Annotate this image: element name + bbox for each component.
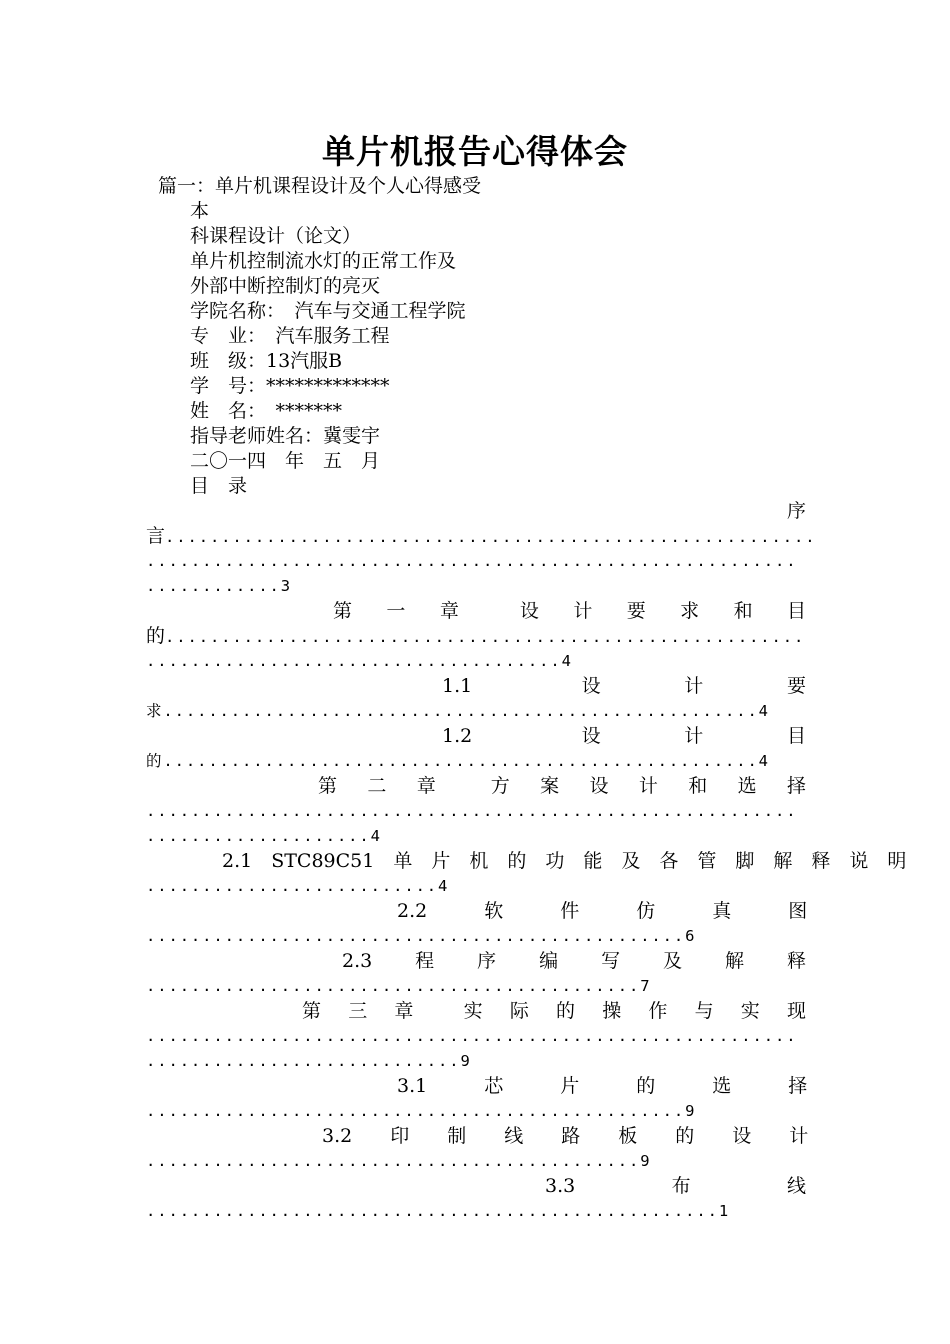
toc-leader-dots: ......................................................... xyxy=(165,628,806,646)
toc-section-title: 1.1 设 计 要 xyxy=(442,675,806,697)
toc-leader-dots: .......................................................... xyxy=(146,1027,798,1045)
toc-section-title: 3.3 布 线 xyxy=(545,1175,806,1197)
toc-entry-line xyxy=(146,624,806,649)
section-heading: 篇一：单片机课程设计及个人心得感受 xyxy=(158,175,482,197)
toc-page-line: ...................................................1 xyxy=(146,1202,731,1220)
toc-lead-char: 的 xyxy=(146,625,166,647)
major: 专 业： 汽车服务工程 xyxy=(190,325,390,347)
toc-section-title: 3.2 印 制 线 路 板 的 设 计 xyxy=(322,1125,809,1147)
toc-lead-char: 言 xyxy=(146,525,166,547)
toc-page-line: ............................................9 xyxy=(146,1152,652,1170)
toc-page-line: 求.....................................................4 xyxy=(146,702,770,720)
toc-entry-line xyxy=(146,524,817,549)
date: 二〇一四 年 五 月 xyxy=(190,450,381,472)
advisor: 指导老师姓名：冀雯宇 xyxy=(190,425,381,447)
toc-leader-dots: .......................................................... xyxy=(146,802,798,820)
toc-section-title: 3.1 芯 片 的 选 择 xyxy=(397,1075,808,1097)
toc-section-title: 2.3 程 序 编 写 及 解 释 xyxy=(342,950,806,972)
toc-page-line: 的.....................................................4 xyxy=(146,752,770,770)
toc-page-line: ....................4 xyxy=(146,827,382,845)
toc-section-title: 1.2 设 计 目 xyxy=(442,725,806,747)
toc-entry-title: 序 xyxy=(786,500,806,522)
class: 班 级：13汽服B xyxy=(190,350,343,372)
toc-page-line: ................................................9 xyxy=(146,1102,697,1120)
toc-chapter-title: 第 三 章 实 际 的 操 作 与 实 现 xyxy=(302,1000,806,1022)
toc-section-title: 2.2 软 件 仿 真 图 xyxy=(397,900,808,922)
college-name: 学院名称： 汽车与交通工程学院 xyxy=(190,300,466,322)
toc-leader-dots: .......................................................... xyxy=(146,552,798,570)
toc-page-line: ................................................6 xyxy=(146,927,697,945)
toc-chapter-title: 第 二 章 方 案 设 计 和 选 择 xyxy=(318,775,806,797)
toc-page-line: ..........................4 xyxy=(146,877,450,895)
cover-line: 本 xyxy=(190,200,210,222)
toc-heading: 目 录 xyxy=(190,475,248,497)
toc-leader-dots: .......................................................... xyxy=(165,528,817,546)
toc-page-line: ............................9 xyxy=(146,1052,472,1070)
student-name: 姓 名： ******* xyxy=(190,400,343,422)
toc-chapter-title: 第 一 章 设 计 要 求 和 目 xyxy=(333,600,806,622)
cover-line: 单片机控制流水灯的正常工作及 xyxy=(190,250,457,272)
toc-page-line: ............3 xyxy=(146,577,293,595)
student-id: 学 号：************* xyxy=(190,375,390,397)
toc-section-title: 2.1 STC89C51 单 片 机 的 功 能 及 各 管 脚 解 释 说 明 xyxy=(222,850,907,872)
cover-line: 外部中断控制灯的亮灭 xyxy=(190,275,381,297)
toc-page-line: .....................................4 xyxy=(146,652,573,670)
cover-line: 科课程设计（论文） xyxy=(190,225,362,247)
toc-page-line: ............................................7 xyxy=(146,977,652,995)
document-title: 单片机报告心得体会 xyxy=(322,132,628,171)
